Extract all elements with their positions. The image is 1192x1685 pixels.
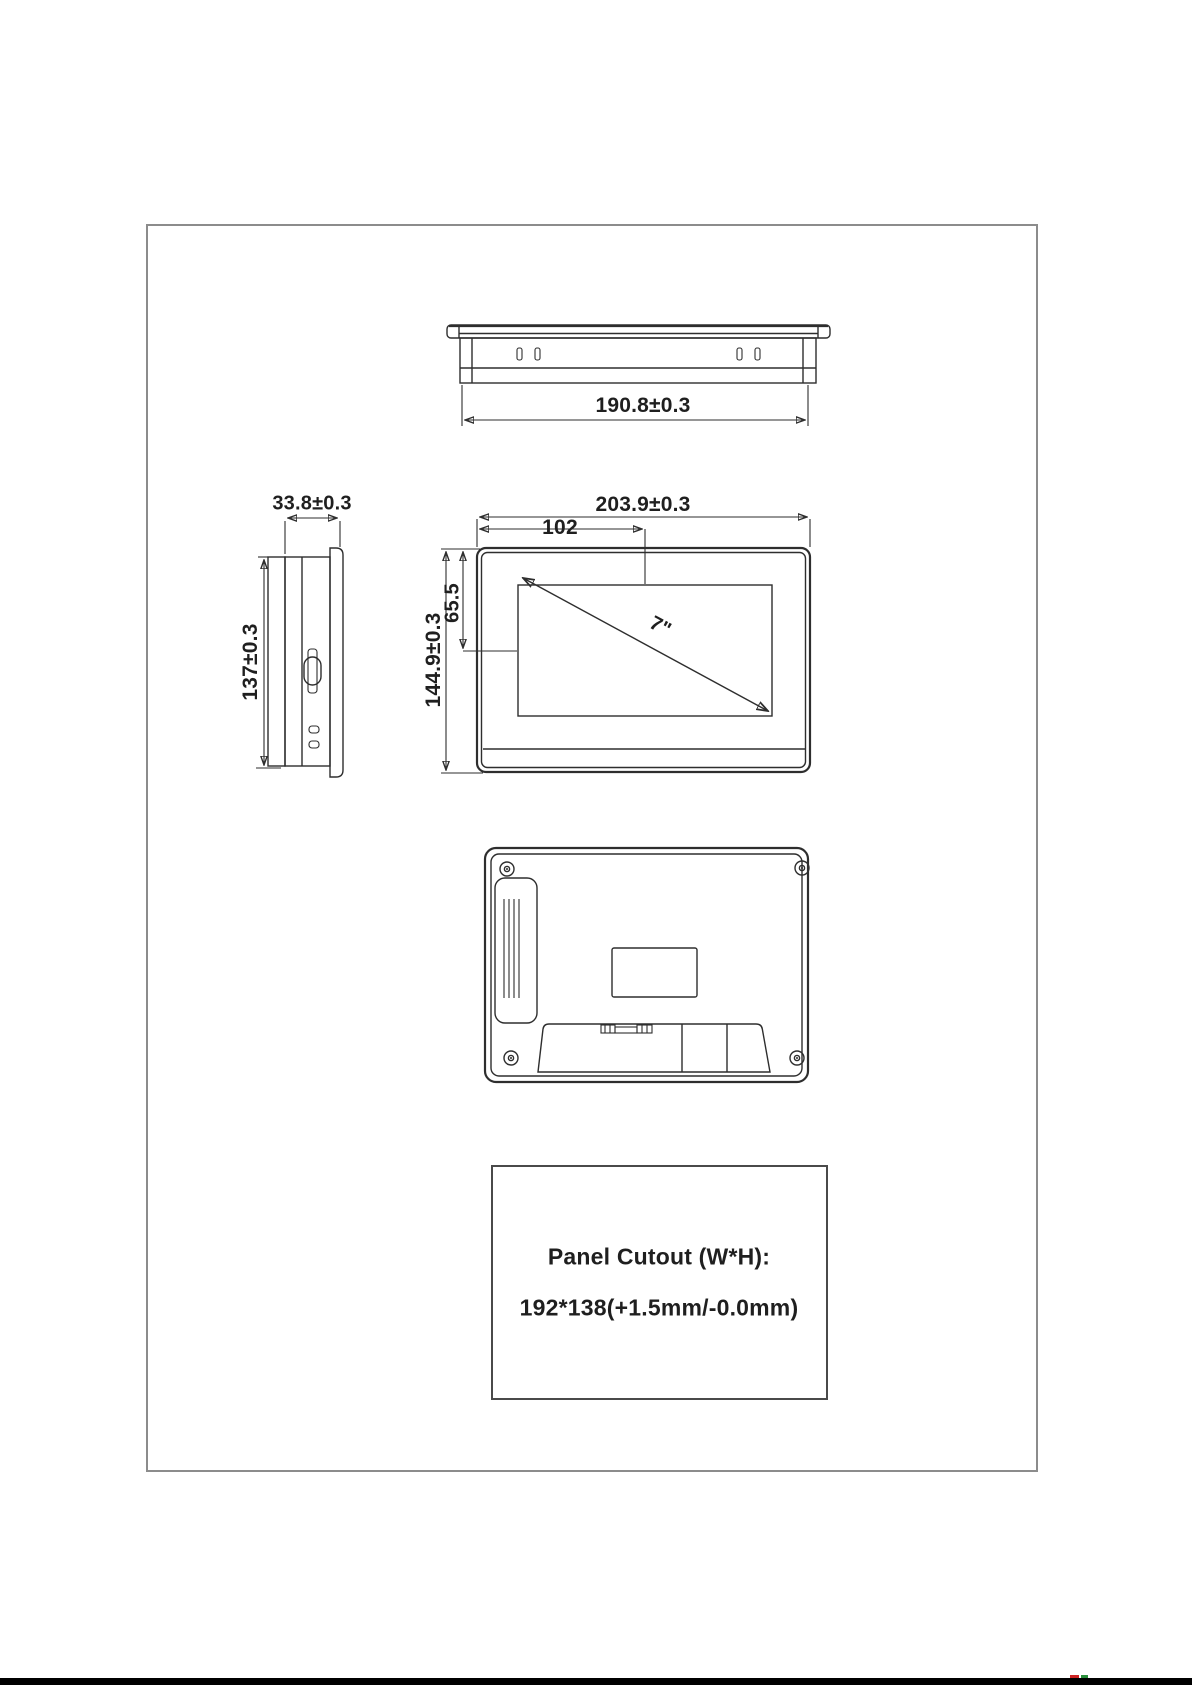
cutout-title: Panel Cutout (W*H): (547, 1243, 771, 1270)
back-view (485, 848, 809, 1082)
dim-label-screen-center: 102 (542, 516, 578, 539)
side-view (256, 518, 343, 777)
front-view (441, 517, 810, 773)
dim-label-screen-top: 65.5 (441, 583, 464, 623)
dim-label-front-height: 144.9±0.3 (422, 612, 445, 708)
cutout-value: 192*138(+1.5mm/-0.0mm) (519, 1294, 799, 1321)
screw-bottom-left (504, 1051, 518, 1065)
dim-label-front-width: 203.9±0.3 (595, 493, 691, 516)
dim-label-top-width: 190.8±0.3 (595, 394, 691, 417)
dim-label-side-height: 137±0.3 (239, 623, 262, 701)
panel-cutout-note (491, 1165, 828, 1400)
connector-bay (538, 1024, 770, 1072)
footer-bar (0, 1678, 1192, 1685)
dim-label-side-width: 33.8±0.3 (272, 492, 352, 515)
label-recess (612, 948, 697, 997)
vent-panel (495, 878, 537, 1023)
diagonal-size-label: 7" (645, 611, 675, 642)
screw-top-left (500, 862, 514, 876)
